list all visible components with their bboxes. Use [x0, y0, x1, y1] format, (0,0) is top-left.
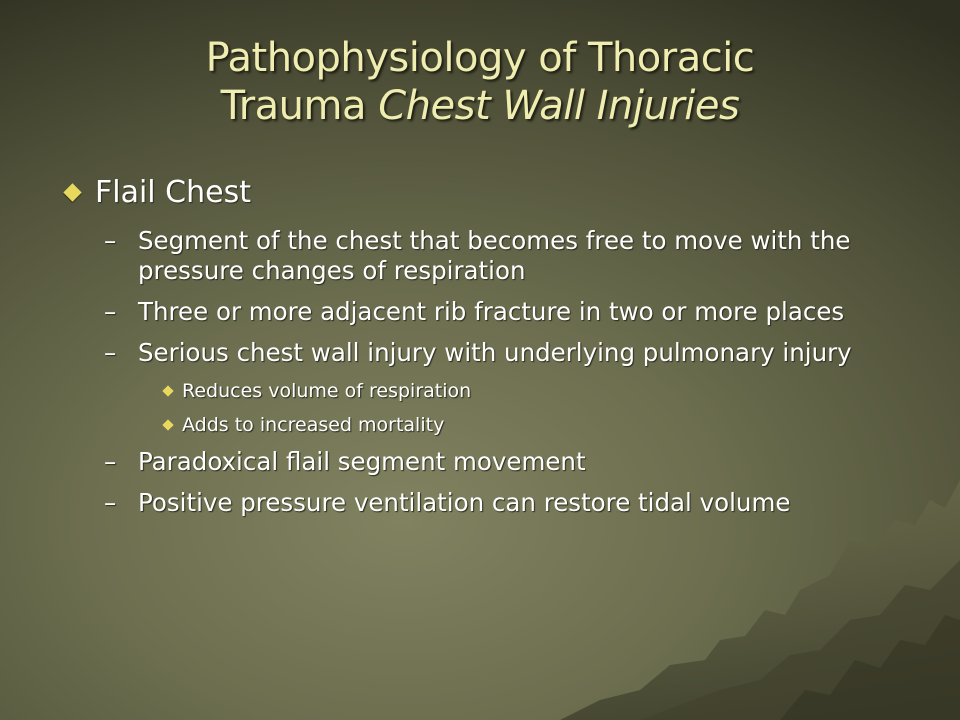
nested-item-text: Reduces volume of respiration: [182, 380, 472, 402]
dash-icon: –: [104, 338, 117, 367]
sub-item-text: Segment of the chest that becomes free to move with the pressure changes of respiration: [138, 226, 851, 285]
sub-item-text: Three or more adjacent rib fracture in two or more places: [138, 297, 845, 326]
bullet-text: Flail Chest: [95, 175, 251, 210]
sub-item-text: Serious chest wall injury with underlying pulmonary injury: [138, 338, 852, 367]
diamond-bullet-icon: [162, 419, 173, 430]
bullet-flail-chest: [60, 174, 920, 212]
title-line-2-text: Trauma: [220, 83, 379, 129]
sub-item-4: [104, 447, 920, 477]
dash-icon: –: [104, 226, 117, 255]
dash-icon: –: [104, 488, 117, 517]
dash-icon: –: [104, 297, 117, 326]
sub-item-2: [104, 297, 920, 327]
sub-item-3: [104, 338, 920, 368]
slide-content: [60, 174, 920, 529]
title-line-1: Pathophysiology of Thoracic: [205, 35, 755, 81]
title-line-2: [60, 82, 900, 130]
diamond-bullet-icon: [162, 385, 173, 396]
sub-item-text: Paradoxical flail segment movement: [138, 447, 586, 476]
dash-icon: –: [104, 447, 117, 476]
slide-title: [60, 34, 900, 130]
title-subtitle: Chest Wall Injuries: [378, 83, 740, 129]
sub-item-1: [104, 226, 920, 286]
sub-item-text: Positive pressure ventilation can restore tidal volume: [138, 488, 791, 517]
diamond-bullet-icon: [63, 183, 81, 201]
sub-item-5: [104, 488, 920, 518]
nested-item-1: [162, 379, 920, 403]
nested-item-text: Adds to increased mortality: [182, 414, 445, 436]
nested-item-2: [162, 413, 920, 437]
